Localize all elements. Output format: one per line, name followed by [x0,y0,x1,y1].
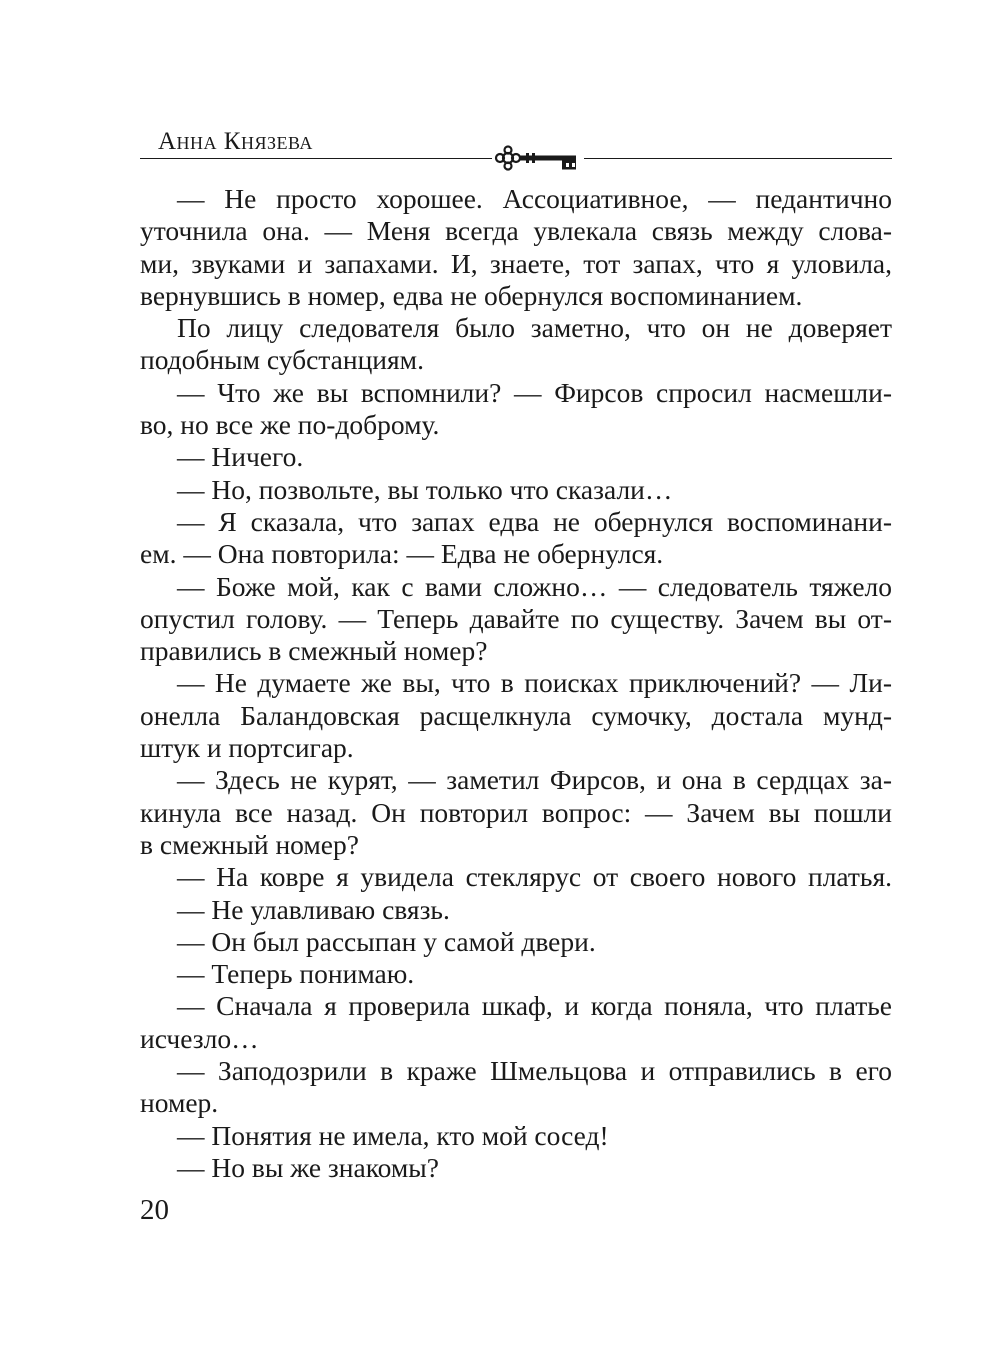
text-line: ем. — Она повторила: — Едва не обернулся. [140,538,664,570]
text-line: уточнила она. — Меня всегда увлекала связь между слова- [140,215,892,247]
text-line: подобным субстанциям. [140,344,424,376]
text-line: — Не просто хорошее. Ассоциативное, — педантично [177,183,892,214]
text-line: — На ковре я увидела стеклярус от своего нового платья. [177,861,892,893]
text-line: — Что же вы вспомнили? — Фирсов спросил насмешли- [177,376,892,408]
text-line: — Заподозрили в краже Шмельцова и отправились в его [177,1055,892,1087]
key-ornament-icon [492,144,584,172]
text-line: опустил голову. — Теперь давайте по существу. Зачем вы от- [140,602,892,634]
text-line: во, но все же по-доброму. [140,409,440,441]
text-line: в смежный номер? [140,828,359,860]
text-line: — Но, позвольте, вы только что сказали… [177,473,673,505]
text-line: — Сначала я проверила шкаф, и когда поняла, что платье [177,990,892,1022]
text-line: ми, звуками и запахами. И, знаете, тот запах, что я уловила, [140,247,892,279]
text-line: онелла Баландовская расщелкнула сумочку, достала мунд- [140,699,892,731]
text-line: — Не думаете же вы, что в поисках приключений? — Ли- [177,667,892,699]
text-line: — Не улавливаю связь. [177,893,450,925]
running-head-author: Анна Князева [158,128,313,155]
text-line: — Но вы же знакомы? [177,1151,439,1183]
text-line: — Он был рассыпан у самой двери. [177,925,596,957]
text-line: — Теперь понимаю. [177,958,415,990]
text-line: исчезло… [140,1022,259,1054]
text-line: — Здесь не курят, — заметил Фирсов, и она в сердцах за- [177,764,892,796]
text-line: — Боже мой, как с вами сложно… — следователь тяжело [177,570,892,602]
text-line: кинула все назад. Он повторил вопрос: — Зачем вы пошли [140,796,892,828]
page-number: 20 [140,1194,169,1226]
text-line: — Ничего. [177,441,304,473]
text-line: правились в смежный номер? [140,635,488,667]
text-line: — Я сказала, что запах едва не обернулся воспоминани- [177,505,892,537]
body-text [140,183,892,1184]
text-line: номер. [140,1087,219,1119]
text-line: По лицу следователя было заметно, что он не доверяет [177,312,892,344]
text-line: вернувшись в номер, едва не обернулся воспоминанием. [140,279,803,311]
text-line: штук и портсигар. [140,732,354,764]
text-line: — Понятия не имела, кто мой сосед! [177,1119,609,1151]
